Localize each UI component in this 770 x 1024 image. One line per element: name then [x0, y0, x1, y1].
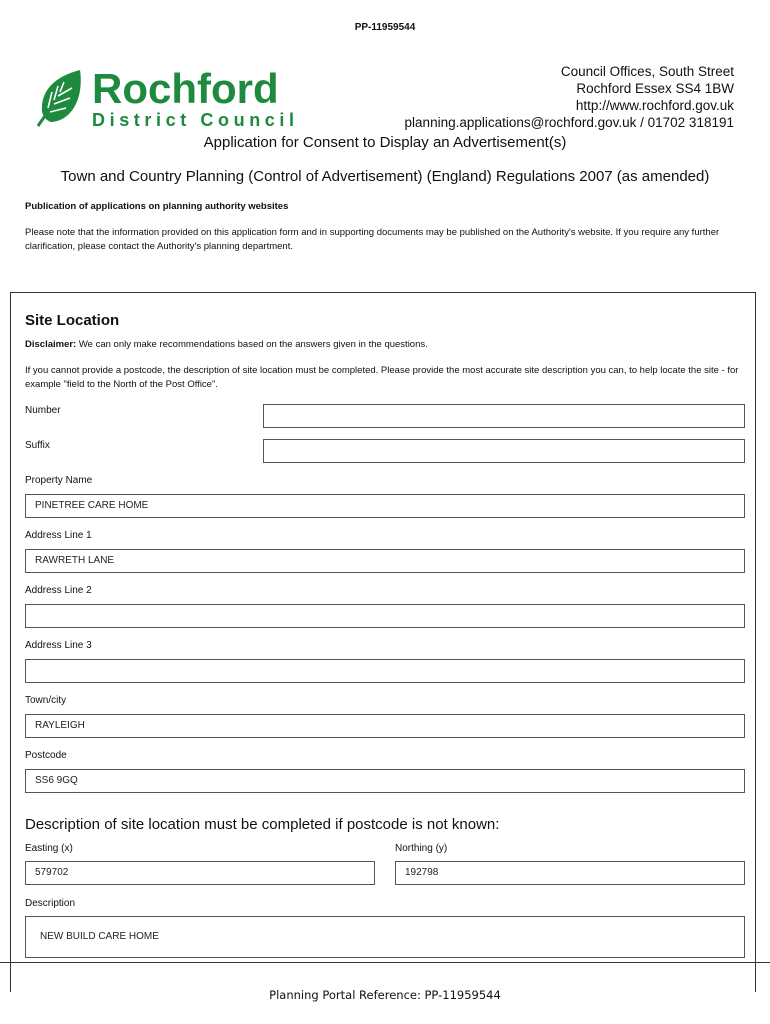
- address-line-2-label: Address Line 2: [25, 585, 92, 596]
- property-name-field[interactable]: PINETREE CARE HOME: [25, 494, 745, 518]
- section-title: Site Location: [25, 312, 120, 329]
- address-line-2-field[interactable]: [25, 604, 745, 628]
- council-address: [405, 63, 734, 131]
- disclaimer-text: We can only make recommendations based on the answers given in the questions.: [76, 339, 428, 350]
- footer-reference: Planning Portal Reference: PP-11959544: [269, 988, 501, 1002]
- form-title: Application for Consent to Display an Advertisement(s): [203, 134, 567, 151]
- address-line-1-label: Address Line 1: [25, 530, 92, 541]
- easting-field[interactable]: 579702: [25, 861, 375, 885]
- northing-label: Northing (y): [395, 843, 448, 854]
- address-line-3-label: Address Line 3: [25, 640, 92, 651]
- description-field[interactable]: NEW BUILD CARE HOME: [25, 916, 745, 958]
- disclaimer: [25, 339, 428, 350]
- publication-text: Please note that the information provided on this application form and in supporting documents may be published on the Authority's website. If you require any further clarification, please contact the Authority's planning department.: [25, 227, 720, 252]
- postcode-label: Postcode: [25, 750, 67, 761]
- page-divider: [0, 962, 770, 963]
- town-city-field[interactable]: RAYLEIGH: [25, 714, 745, 738]
- disclaimer-label: Disclaimer:: [25, 339, 77, 350]
- help-text: If you cannot provide a postcode, the description of site location must be completed. Please provide the most accurate site description you can, to help locate the site - for example "field to the North of the Post Office".: [25, 365, 739, 390]
- council-subtitle: District Council: [92, 110, 299, 130]
- easting-label: Easting (x): [25, 843, 73, 854]
- publication-heading: Publication of applications on planning authority websites: [25, 201, 289, 212]
- suffix-label: Suffix: [25, 440, 50, 451]
- northing-field[interactable]: 192798: [395, 861, 745, 885]
- address-line-3-field[interactable]: [25, 659, 745, 683]
- address-line: Council Offices, South Street: [560, 64, 734, 79]
- suffix-field[interactable]: [263, 439, 745, 463]
- description-heading: Description of site location must be completed if postcode is not known:: [25, 816, 500, 833]
- site-location-panel: [10, 292, 756, 992]
- leaf-icon: [36, 68, 88, 128]
- number-label: Number: [25, 405, 61, 416]
- number-field[interactable]: [263, 404, 745, 428]
- property-name-label: Property Name: [25, 475, 93, 486]
- council-name: Rochford: [92, 65, 279, 112]
- regulations-title: Town and Country Planning (Control of Advertisement) (England) Regulations 2007 (as amended): [60, 168, 710, 185]
- address-line: Rochford Essex SS4 1BW: [576, 81, 734, 96]
- address-line-1-field[interactable]: RAWRETH LANE: [25, 549, 745, 573]
- website-link[interactable]: http://www.rochford.gov.uk: [575, 98, 734, 113]
- reference-number: PP-11959544: [354, 22, 416, 33]
- description-label: Description: [25, 898, 76, 909]
- postcode-field[interactable]: SS6 9GQ: [25, 769, 745, 793]
- contact-email-phone[interactable]: planning.applications@rochford.gov.uk / 01702 318191: [404, 115, 734, 130]
- town-city-label: Town/city: [25, 695, 67, 706]
- council-logo: [36, 66, 326, 130]
